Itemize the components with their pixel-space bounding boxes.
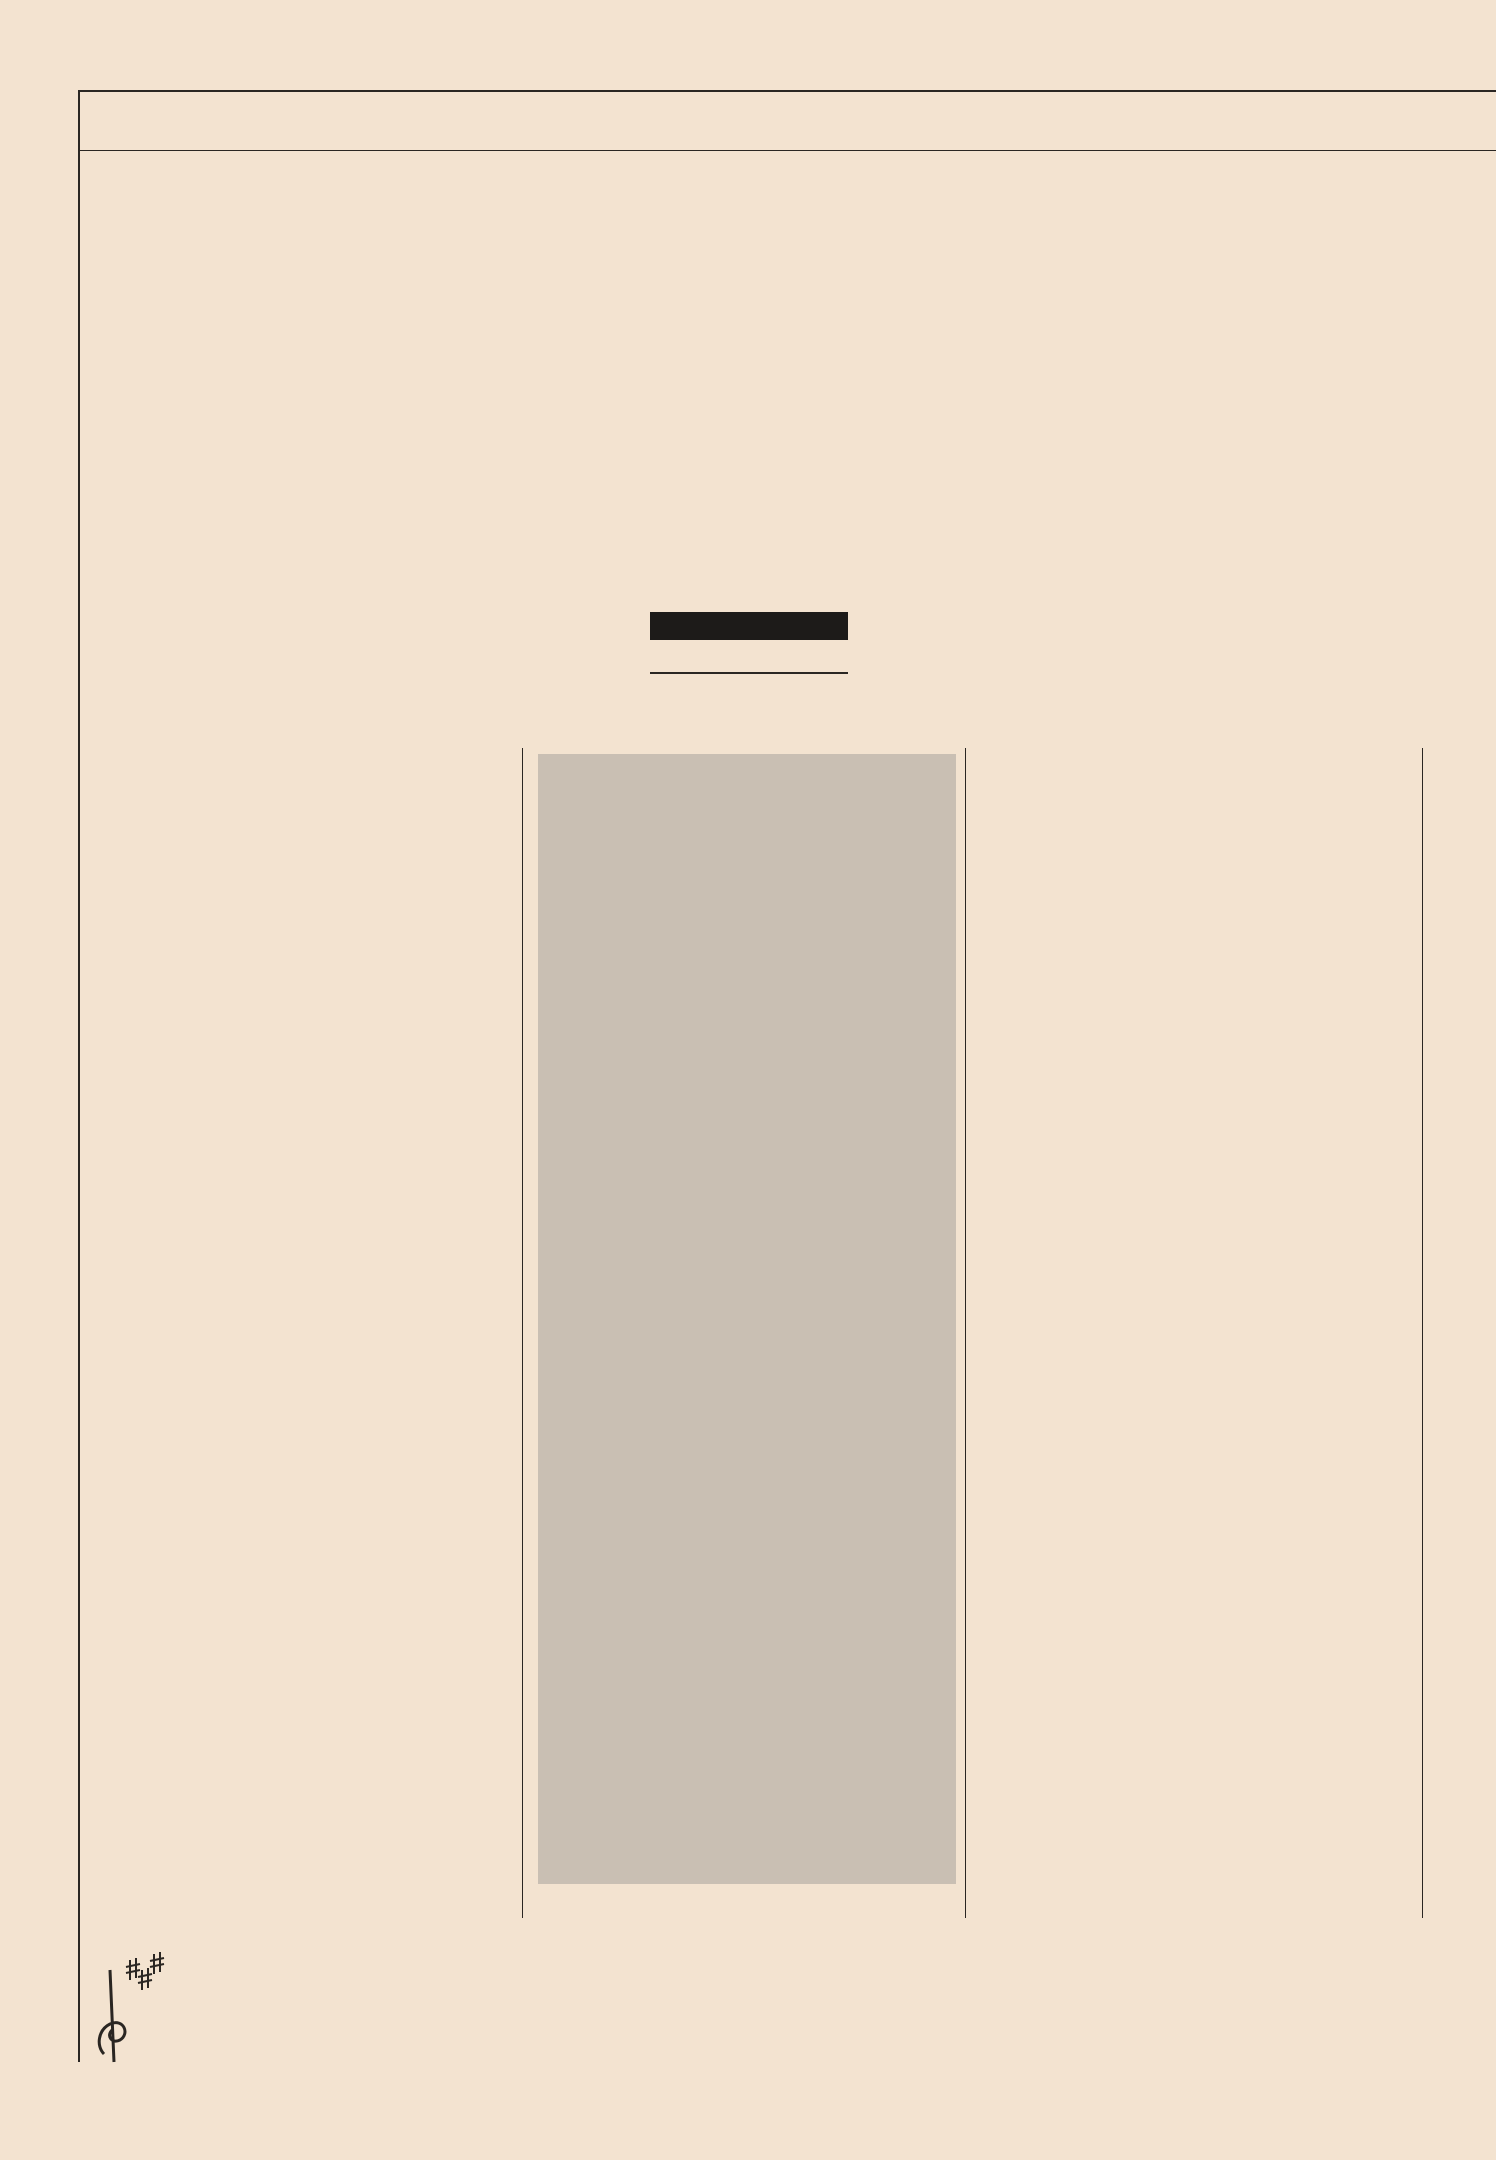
top-frame-rule xyxy=(78,90,1496,92)
left-frame-rule xyxy=(78,90,80,2062)
column-divider-1 xyxy=(522,748,523,1918)
treble-clef-icon xyxy=(99,1970,125,2062)
column-divider-3 xyxy=(1422,748,1423,1918)
section-rule xyxy=(80,150,1496,151)
column-divider-2 xyxy=(965,748,966,1918)
key-signature-sharps-icon xyxy=(126,1952,164,1990)
byline-bar xyxy=(650,612,848,640)
control-keys-table-background xyxy=(538,754,956,1884)
music-staff-illustration xyxy=(80,1950,1496,2070)
byline-rule xyxy=(650,672,848,674)
drop-cap xyxy=(86,750,157,860)
article-column-1 xyxy=(86,744,512,860)
